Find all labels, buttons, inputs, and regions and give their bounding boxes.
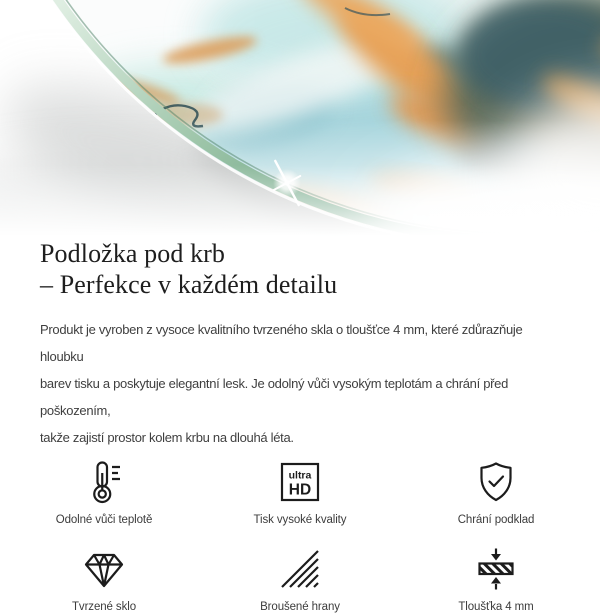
feature-thickness [398,546,594,613]
press-thickness-icon [473,546,519,592]
feature-label: Chrání podklad [457,514,535,526]
feature-label: Odolné vůči teplotě [55,514,153,526]
page-title-line2: – Perfekce v každém detailu [40,270,338,299]
ultra-hd-badge-top: ultra [288,469,312,482]
ultra-hd-badge-bottom: HD [288,481,312,499]
feature-tempered-glass [6,546,202,613]
description-line: barev tisku a poskytuje elegantní lesk. Je odolný vůči vysokým teplotám a chrání před poškozením, [40,376,509,418]
description-line: takže zajistí prostor kolem krbu na dlouhá léta. [40,430,294,445]
feature-polished-edges [202,546,398,613]
feature-label: Broušené hrany [260,601,340,613]
page-title [40,238,560,300]
feature-protects-floor [398,459,594,526]
feature-label: Tloušťka 4 mm [458,601,534,613]
product-description [40,316,560,451]
feature-heat-resistant [6,459,202,526]
feature-print-quality [202,459,398,526]
feature-label: Tvrzené sklo [72,601,136,613]
thermometer-icon [81,459,127,505]
product-photo [0,0,600,236]
feature-grid [0,459,600,613]
description-line: Produkt je vyroben z vysoce kvalitního tvrzeného skla o tloušťce 4 mm, které zdůrazňuje hloubku [40,322,523,364]
shield-check-icon [473,459,519,505]
glass-pad-image [0,0,600,236]
beveled-edges-icon [277,546,323,592]
ultra-hd-icon [277,459,323,505]
diamond-icon [81,546,127,592]
feature-label: Tisk vysoké kvality [253,514,347,526]
page-title-line1: Podložka pod krb [40,239,226,268]
